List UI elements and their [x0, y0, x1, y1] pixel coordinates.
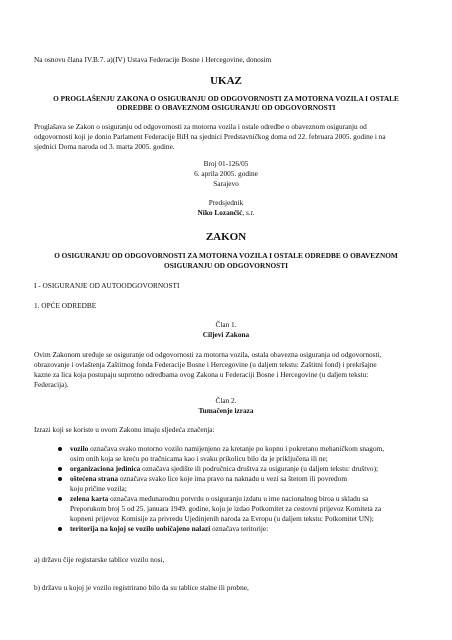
list-item-a: a) državu čije registarske tablice vozilo nosi, — [34, 555, 165, 564]
bullet-icon — [58, 477, 62, 481]
proclamation-line-2: odgovornosti koji je donio Parlament Federacije BiH na sjednici Predstavničkog doma od 22. februara 2005. godine i na — [34, 132, 386, 141]
president-label: Predsjednik — [208, 198, 244, 207]
list-item-b: b) državu u kojoj je vozilo registrirano bilo da su tablice stalne ili probne, — [34, 583, 249, 592]
definition-zelena-karta-line-2: Preporukom broj 5 od 25. januara 1949. godine, koju je izdao Potkomitet za cestovni prijevoz Komiteta za — [70, 504, 382, 513]
article-1-line-1: Ovim Zakonom uređuje se osiguranje od odgovornosti za motorna vozila, ostala obavezna osiguranja od odgovornosti, — [34, 350, 382, 359]
definition-term: teritorija na kojoj se vozilo uobičajeno nalazi — [70, 524, 211, 533]
definition-ostecena-strana-line-2: koju pričine vozila; — [70, 484, 127, 493]
president-suffix: , s.r. — [242, 208, 255, 217]
part-heading: I - OSIGURANJE OD AUTOODGOVORNOSTI — [34, 281, 180, 290]
article-1-title: Ciljevi Zakona — [202, 330, 250, 339]
ukaz-title: UKAZ — [210, 75, 242, 87]
definition-term: zelena karta — [70, 494, 109, 503]
ukaz-heading-line-1: O PROGLAŠENJU ZAKONA O OSIGURANJU OD ODGOVORNOSTI ZA MOTORNA VOZILA I OSTALE — [53, 94, 399, 103]
bullet-icon — [58, 467, 62, 471]
definition-term: oštećena strana — [70, 474, 119, 483]
definition-vozilo-line-1 — [70, 444, 384, 454]
article-1-line-2: obrazovanje i ovlaštenja Zaštitnog fonda Federacije Bosne i Hercegovine (u daljem tekstu: Zaštitni fond) i prekršajne — [34, 360, 377, 369]
decree-date: 6. aprila 2005. godine — [194, 169, 258, 178]
article-1-line-4: Federacija). — [34, 380, 69, 389]
article-2-title: Tumačenje izraza — [198, 406, 254, 415]
president-name: Niko Lozančić — [197, 208, 243, 217]
definition-vozilo-line-2: osim onih koja se kreću po tračnicama kao i svaku prikolicu bilo da je priključena ili ne; — [70, 454, 328, 463]
intro-text: Na osnovu člana IV.B.7. a)(IV) Ustava Federacije Bosne i Hercegovine, donosim — [34, 55, 272, 64]
president-signature — [0, 208, 452, 218]
article-1-line-3: kazne za lica koja postupaju suprotno odredbama ovog Zakona u Federaciji Bosne i Hercegovine (u daljem tekstu: — [34, 370, 369, 379]
section-heading: 1. OPĆE ODREDBE — [34, 301, 97, 310]
definition-org-jedinica-line-1 — [70, 464, 378, 474]
bullet-icon — [58, 527, 62, 531]
definition-text: označava teritorije: — [210, 524, 269, 533]
decree-place: Sarajevo — [213, 179, 239, 188]
proclamation-line-3: sjednici Doma naroda od 3. marta 2005. godine. — [34, 142, 175, 151]
article-2-number: Član 2. — [215, 396, 237, 405]
definition-term: organizaciona jedinica — [70, 464, 141, 473]
definition-ostecena-strana-line-1 — [70, 474, 347, 484]
article-1-number: Član 1. — [215, 320, 237, 329]
article-2-intro: Izrazi koji se koriste u ovom Zakonu imaju sljedeća značenja: — [34, 425, 215, 434]
definition-text: označava svako lice koje ima pravo na naknadu u vezi sa štetom ili povredom — [118, 474, 347, 483]
decree-number: Broj 01-126/05 — [203, 159, 249, 168]
definition-zelena-karta-line-1 — [70, 494, 368, 504]
proclamation-line-1: Proglašava se Zakon o osiguranju od odgovornosti za motorna vozila i ostale odredbe o obaveznom osiguranju od — [34, 122, 367, 131]
definition-text: označava svako motorno vozilo namijenjeno za kretanje po kopnu i pokretano mehaničkom snagom, — [88, 444, 385, 453]
bullet-icon — [58, 447, 62, 451]
zakon-title: ZAKON — [205, 231, 247, 243]
zakon-heading-line-2: OSIGURANJU OD ODGOVORNOSTI — [164, 261, 288, 270]
definition-zelena-karta-line-3: kopneni prijevoz Komisije za privredu Ujedinjenih naroda za Evropu (u daljem tekstu: Potkomitet UN); — [70, 514, 374, 523]
definition-text: označava međunarodnu potvrdu o osiguranju izdatu u ime nacionalnog biroa u skladu sa — [108, 494, 369, 503]
definition-text: označava sjedište ili područnica društva za osiguranje (u daljem tekstu: društvo); — [140, 464, 379, 473]
bullet-icon — [58, 497, 62, 501]
zakon-heading-line-1: O OSIGURANJU OD ODGOVORNOSTI ZA MOTORNA VOZILA I OSTALE ODREDBE O OBAVEZNOM — [54, 251, 398, 260]
definition-term: vozilo — [70, 444, 89, 453]
ukaz-heading-line-2: ODREDBE O OBAVEZNOM OSIGURANJU OD ODGOVORNOSTI — [116, 103, 336, 112]
definition-teritorija-line-1 — [70, 524, 268, 534]
